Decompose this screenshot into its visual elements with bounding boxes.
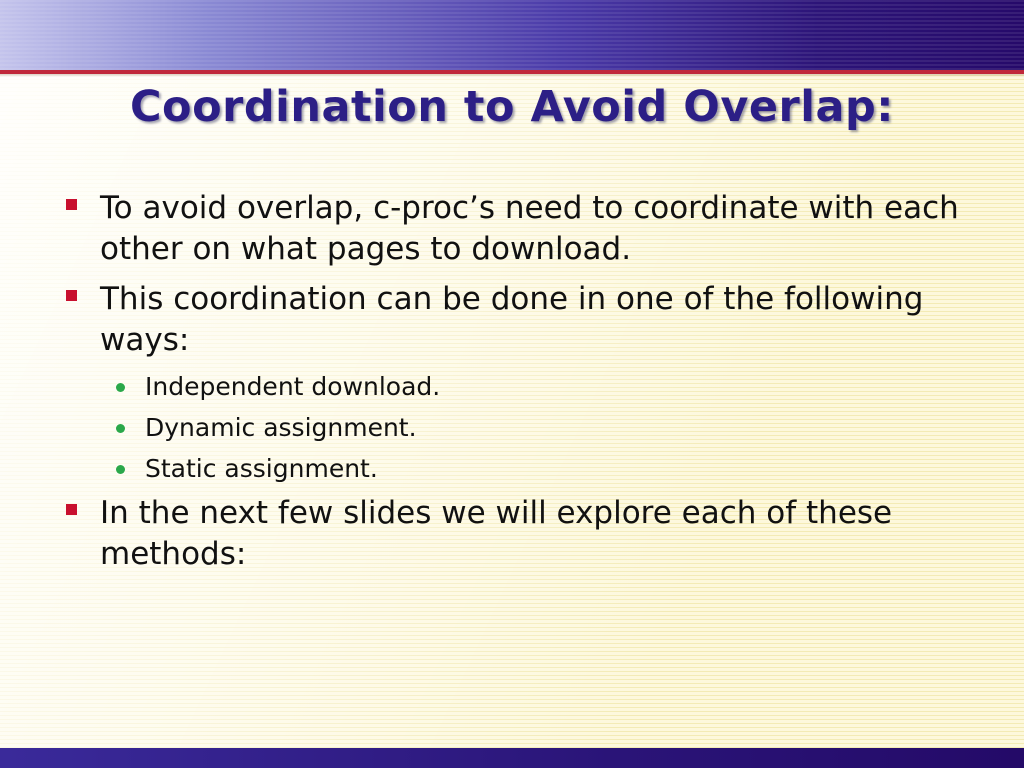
footer-band (0, 748, 1024, 768)
sub-bullet-item (62, 370, 992, 403)
square-bullet-icon (66, 199, 77, 210)
bullet-item (62, 493, 992, 575)
bullet-item (62, 188, 992, 270)
slide-body (62, 188, 992, 584)
round-bullet-icon (116, 465, 125, 474)
square-bullet-icon (66, 290, 77, 301)
sub-bullet-text: Static assignment. (145, 454, 378, 483)
bullet-text: To avoid overlap, c-proc’s need to coordinate with each other on what pages to download. (100, 190, 959, 267)
sub-bullet-list (62, 370, 992, 485)
bullet-text: In the next few slides we will explore each of these methods: (100, 495, 893, 572)
slide-title: Coordination to Avoid Overlap: (130, 82, 894, 132)
round-bullet-icon (116, 424, 125, 433)
sub-bullet-item (62, 411, 992, 444)
bullet-item (62, 279, 992, 361)
bullet-text: This coordination can be done in one of the following ways: (100, 281, 924, 358)
round-bullet-icon (116, 383, 125, 392)
square-bullet-icon (66, 504, 77, 515)
sub-bullet-text: Dynamic assignment. (145, 413, 417, 442)
sub-bullet-item (62, 452, 992, 485)
header-rule-shadow (0, 74, 1024, 77)
sub-bullet-text: Independent download. (145, 372, 441, 401)
header-band (0, 0, 1024, 70)
